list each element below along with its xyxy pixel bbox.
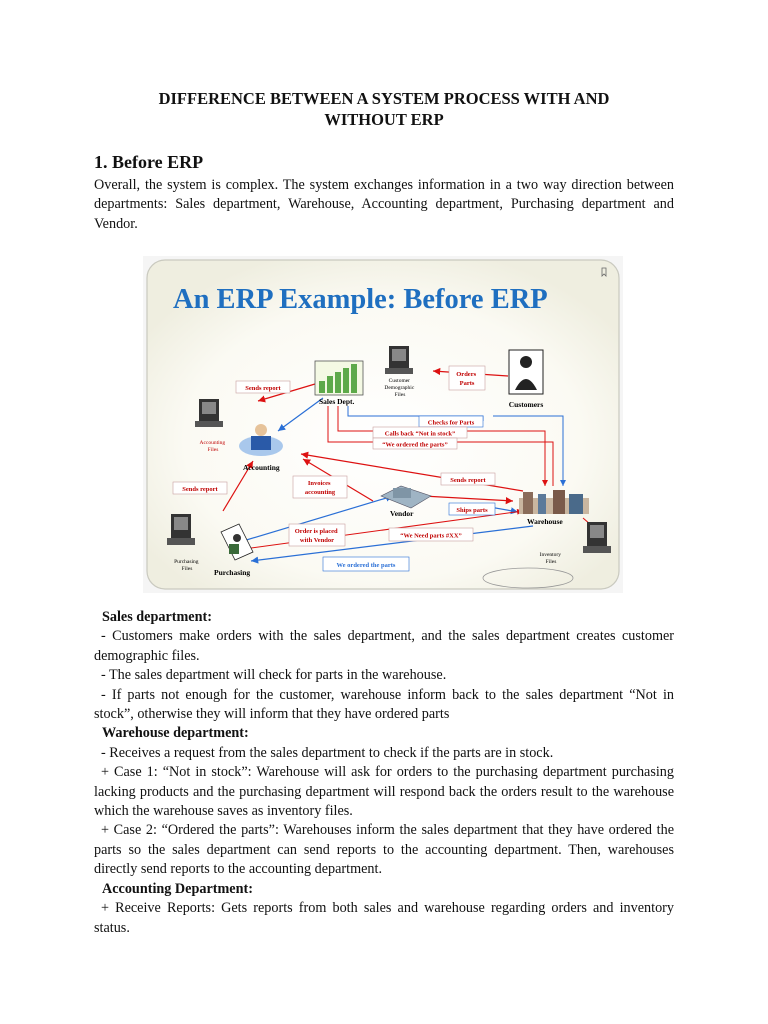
purchasing-files-label: Purchasing Files <box>174 559 199 572</box>
sales-dept-label: Sales Dept. <box>319 397 355 406</box>
warehouse-label: Warehouse <box>527 517 563 526</box>
sales-line-3: - If parts not enough for the customer, warehouse inform back to the sales department “Not in stock”, otherwise they will inform that they have ordered parts <box>94 686 674 723</box>
section-heading: 1. Before ERP <box>94 152 204 172</box>
inventory-files-computer-icon <box>583 522 611 553</box>
section-sales <box>94 608 674 724</box>
customers-person-icon <box>509 350 543 394</box>
sales-line-2: - The sales department will check for parts in the warehouse. <box>101 667 447 684</box>
warehouse-line-2: + Case 1: “Not in stock”: Warehouse will ask for orders to the purchasing department purchasing lacking products and the purchasing department will respond back the orders result to the warehouse which the warehouse saves as inventory files. <box>94 764 674 820</box>
section-heading-warehouse: Warehouse department: <box>102 725 249 742</box>
purchasing-files-computer-icon <box>167 514 195 545</box>
label-order-placed: Order is placed with Vendor <box>294 528 338 544</box>
erp-diagram <box>143 256 623 593</box>
accounting-files-label: Accounting Files <box>199 440 226 453</box>
warehouse-line-1: - Receives a request from the sales department to check if the parts are in stock. <box>101 744 554 761</box>
warehouse-line-3: + Case 2: “Ordered the parts”: Warehouses inform the sales department that they have ordered the parts so the sales department can send reports to the accounting department. Then, warehouses directly send reports to the accounting department. <box>94 822 674 878</box>
label-calls-back: Calls back “Not in stock” <box>384 430 456 438</box>
sales-dept-chart-icon <box>315 361 363 395</box>
section-warehouse <box>94 724 674 879</box>
label-need-parts: “We Need parts #XX” <box>400 532 462 540</box>
label-invoices: Invoices accounting <box>304 480 336 496</box>
accounting-files-computer-icon <box>195 399 223 427</box>
vendor-label: Vendor <box>390 509 414 518</box>
title-line-2: WITHOUT ERP <box>324 110 444 129</box>
label-orders-parts: Orders Parts <box>456 371 477 387</box>
customers-label: Customers <box>508 400 544 409</box>
section-heading-sales: Sales department: <box>102 609 212 625</box>
purchasing-label: Purchasing <box>214 568 251 577</box>
customer-files-computer-icon <box>385 346 413 374</box>
label-ships-parts: Ships parts <box>456 507 488 514</box>
label-we-ordered-parts: We ordered the parts <box>336 562 396 569</box>
inventory-files-label: Inventory Files <box>539 552 562 565</box>
diagram-title: An ERP Example: Before ERP <box>173 284 548 315</box>
label-checks-for-parts: Checks for Parts <box>427 419 475 427</box>
intro-paragraph: Overall, the system is complex. The system exchanges information in a two way direction between departments: Sales department, Warehouse, Accounting department, Purchasing department and Vendor. <box>94 177 674 232</box>
sales-line-1: - Customers make orders with the sales department, and the sales department creates customer demographic files. <box>94 628 674 664</box>
accounting-label: Accounting <box>243 463 280 472</box>
title-line-1: DIFFERENCE BETWEEN A SYSTEM PROCESS WITH AND <box>158 89 610 108</box>
section-heading-accounting: Accounting Department: <box>102 880 253 897</box>
label-sends-report-2: Sends report <box>182 486 218 493</box>
section-accounting <box>94 880 674 938</box>
accounting-line-1: + Receive Reports: Gets reports from both sales and warehouse regarding orders and inventory status. <box>94 900 674 936</box>
document-title <box>94 88 674 130</box>
label-sends-report-1: Sends report <box>245 385 281 392</box>
label-we-ordered: “We ordered the parts” <box>382 441 448 449</box>
label-sends-report-3: Sends report <box>450 477 486 484</box>
customer-files-label: Customer Demographic Files <box>384 378 415 398</box>
body-text <box>94 608 674 938</box>
